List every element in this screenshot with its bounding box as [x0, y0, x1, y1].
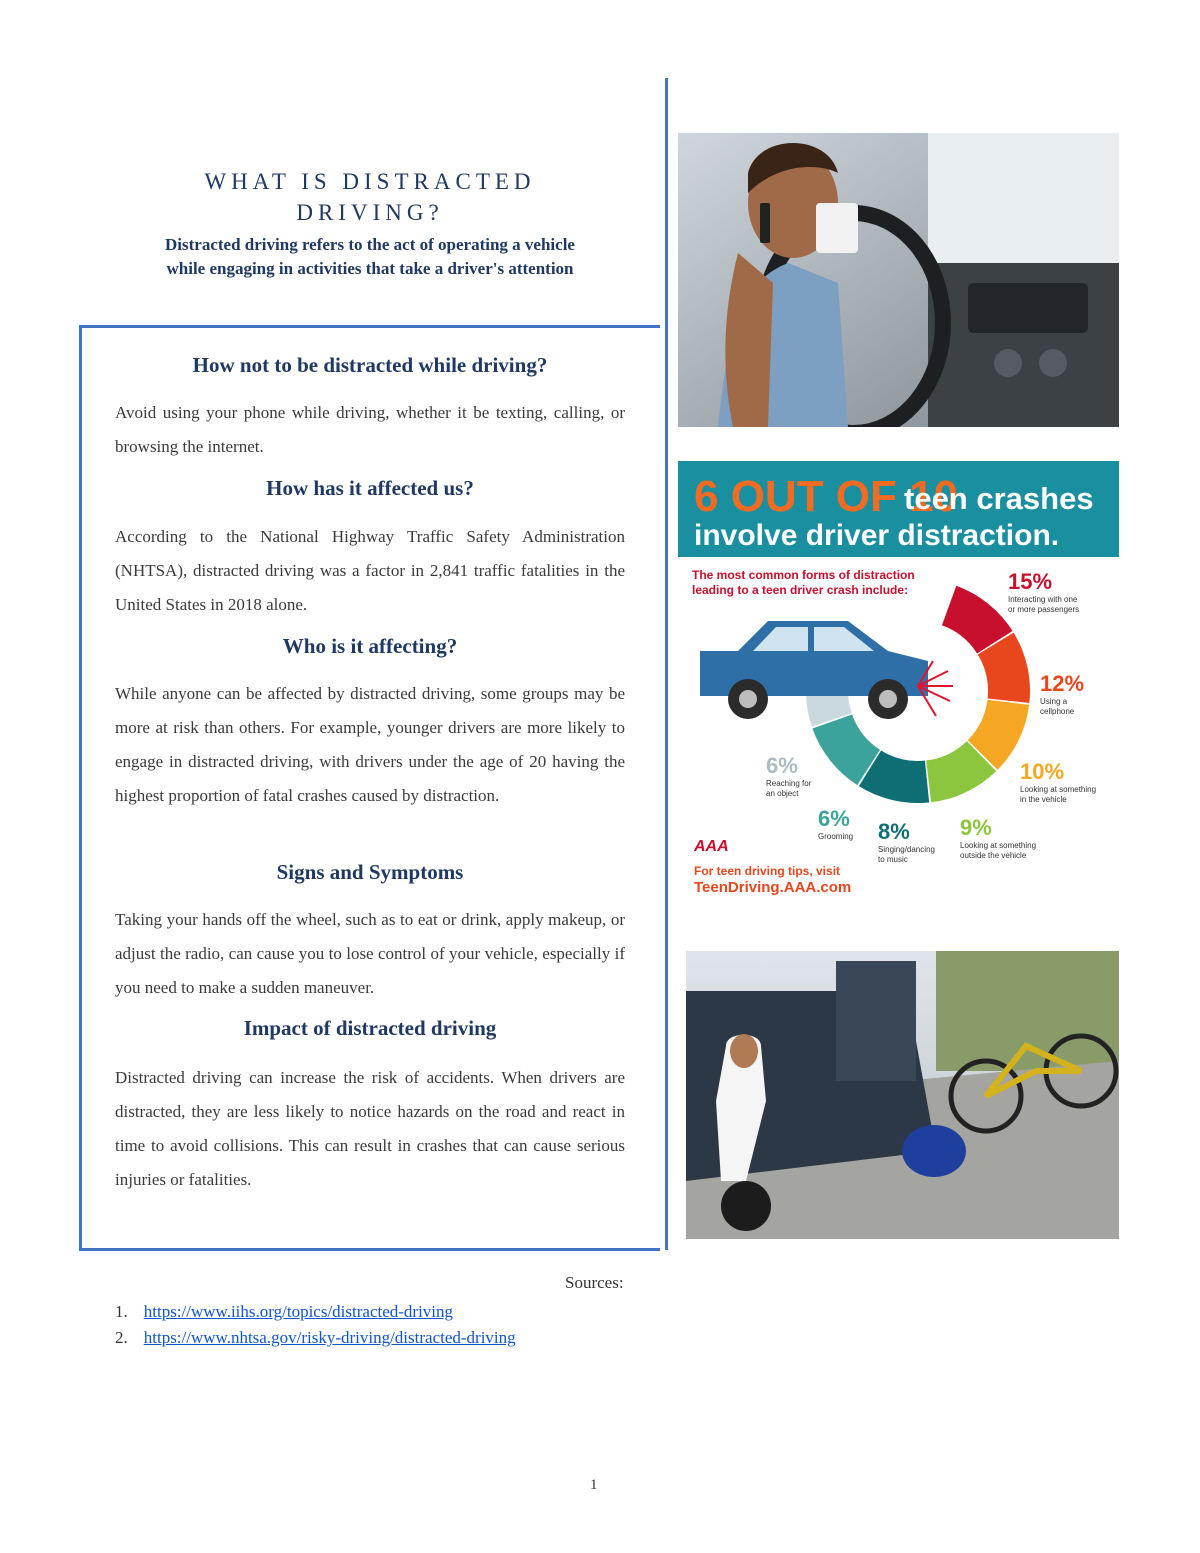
photo-bicycle-crash: [686, 951, 1119, 1239]
infographic-intro-line1: The most common forms of distraction: [692, 568, 915, 582]
slice-description-label: to music: [878, 855, 908, 864]
slice-percent-label: 8%: [878, 819, 910, 844]
body-signs-symptoms: Taking your hands off the wheel, such as to eat or drink, apply makeup, or adjust the radio, can cause you to lose control of your vehicle, especially if you need to make a sudden maneuver.: [115, 910, 625, 997]
heading-who-affecting: Who is it affecting?: [282, 634, 458, 658]
infographic-headline-line2: involve driver distraction.: [694, 519, 1060, 552]
slice-description-label: Reaching for: [766, 779, 812, 788]
column-divider: [665, 78, 668, 1250]
infographic-teen-crashes: [678, 461, 1119, 901]
page-title: [120, 166, 620, 228]
slice-description-label: an object: [766, 789, 799, 798]
slice-description-label: Interacting with one: [1008, 595, 1078, 604]
source-number: 1.: [115, 1302, 128, 1321]
slice-description-label: Singing/dancing: [878, 845, 935, 854]
photo-distracted-driver: [678, 133, 1119, 427]
slice-description-label: Grooming: [818, 832, 854, 841]
slice-percent-label: 12%: [1040, 671, 1085, 696]
aaa-logo: AAA: [694, 838, 729, 855]
heading-signs-symptoms: Signs and Symptoms: [276, 860, 464, 884]
source-item-2: [115, 1328, 516, 1348]
source-link-nhtsa[interactable]: https://www.nhtsa.gov/risky-driving/distracted-driving: [143, 1328, 516, 1347]
subtitle-line-2: while engaging in activities that take a driver's attention: [166, 259, 574, 278]
page-subtitle: [110, 233, 630, 281]
heading-how-affected: How has it affected us?: [266, 476, 474, 500]
body-who-affecting: While anyone can be affected by distracted driving, some groups may be more at risk than others. For example, younger drivers are more likely to engage in distracted driving, with drivers under the age of 20 having the highest proportion of fatal crashes caused by distraction.: [115, 684, 625, 805]
body-how-affected: According to the National Highway Traffic Safety Administration (NHTSA), distracted driving was a factor in 2,841 traffic fatalities in the United States in 2018 alone.: [115, 527, 625, 614]
slice-percent-label: 6%: [818, 806, 850, 831]
sources-label: Sources:: [565, 1273, 624, 1292]
body-impact: Distracted driving can increase the risk of accidents. When drivers are distracted, they are less likely to notice hazards on the road and react in time to avoid collisions. This can result in crashes that can cause serious injuries or fatalities.: [115, 1068, 625, 1189]
slice-percent-label: 6%: [766, 753, 798, 778]
tip-line-2: TeenDriving.AAA.com: [694, 879, 852, 896]
body-how-not-distracted: Avoid using your phone while driving, whether it be texting, calling, or browsing the internet.: [115, 403, 625, 456]
heading-impact: Impact of distracted driving: [243, 1016, 497, 1040]
slice-description-label: in the vehicle: [1020, 795, 1067, 804]
slice-percent-label: 10%: [1020, 759, 1065, 784]
slice-description-label: cellphone: [1040, 707, 1075, 716]
slice-description-label: or more passengers: [1008, 605, 1080, 614]
infographic-intro-line2: leading to a teen driver crash include:: [692, 583, 909, 597]
slice-description-label: Using a: [1040, 697, 1068, 706]
slice-percent-label: 15%: [1008, 569, 1053, 594]
title-line-1: WHAT IS DISTRACTED: [204, 169, 536, 194]
title-line-2: DRIVING?: [296, 200, 444, 225]
slice-description-label: outside the vehicle: [960, 851, 1027, 860]
source-number: 2.: [115, 1328, 128, 1347]
slice-percent-label: 9%: [960, 815, 992, 840]
slice-description-label: Looking at something: [960, 841, 1037, 850]
page-number: 1: [590, 1477, 598, 1493]
source-link-iihs[interactable]: https://www.iihs.org/topics/distracted-driving: [143, 1302, 454, 1321]
source-item-1: [115, 1302, 453, 1322]
infographic-headline-big: 6 OUT OF 10: [694, 472, 959, 521]
tip-line-1: For teen driving tips, visit: [694, 864, 841, 878]
infographic-headline-rest: teen crashes: [904, 481, 1094, 516]
slice-description-label: Looking at something: [1020, 785, 1097, 794]
heading-how-not-distracted: How not to be distracted while driving?: [192, 353, 548, 377]
subtitle-line-1: Distracted driving refers to the act of operating a vehicle: [165, 235, 575, 254]
